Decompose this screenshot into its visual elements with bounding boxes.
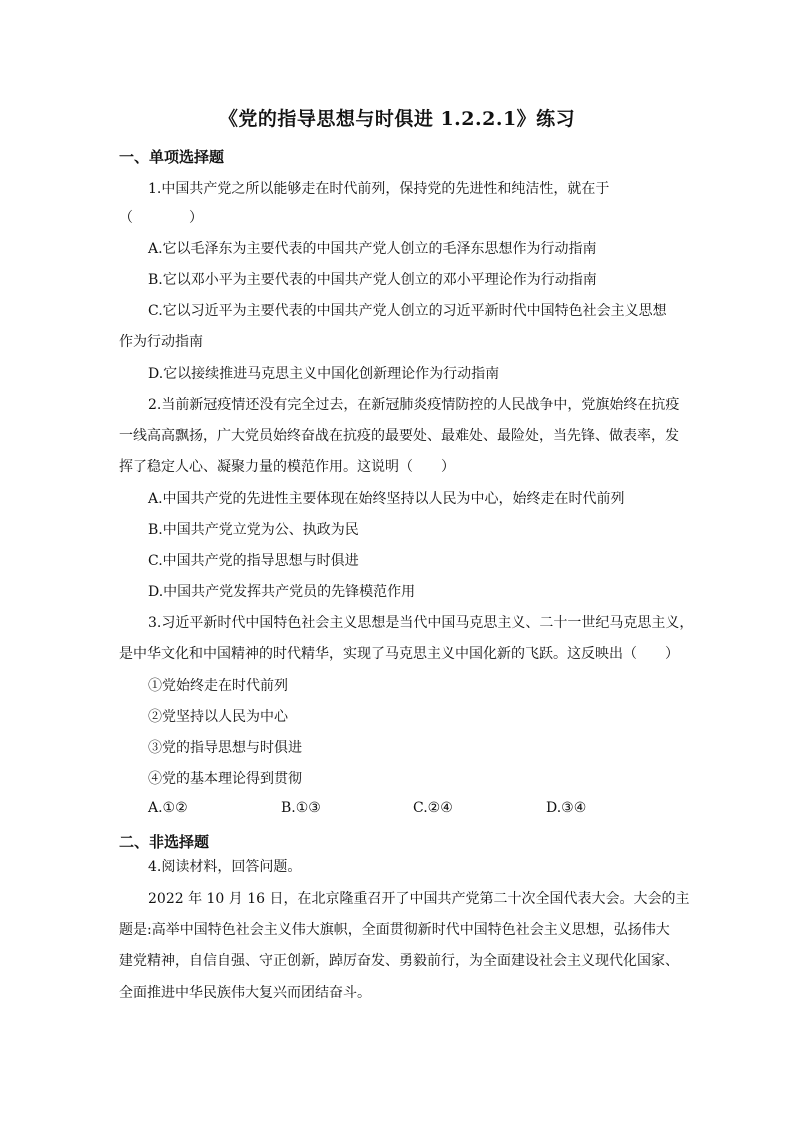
material-paragraph-line-2: 题是:高举中国特色社会主义伟大旗帜，全面贯彻新时代中国特色社会主义思想，弘扬伟大: [119, 922, 670, 938]
question-1-option-c-cont: 作为行动指南: [119, 334, 203, 350]
question-4-stem: 4.阅读材料，回答问题。: [148, 859, 302, 875]
question-2-option-c: C.中国共产党的指导思想与时俱进: [148, 553, 359, 569]
question-2-stem-line-2: 一线高高飘扬，广大党员始终奋战在抗疫的最要处、最难处、最险处，当先锋、做表率，发: [119, 428, 679, 444]
question-3-option-d: D.③④: [546, 800, 587, 816]
question-2-stem-line-3: 挥了稳定人心、凝聚力量的模范作用。这说明（ ）: [119, 459, 455, 475]
question-3-item-3: ③党的指导思想与时俱进: [148, 740, 302, 756]
question-3-stem: 3.习近平新时代中国特色社会主义思想是当代中国马克思主义、二十一世纪马克思主义，: [148, 615, 694, 631]
section-heading-single-choice: 一、单项选择题: [119, 148, 225, 166]
question-3-item-2: ②党坚持以人民为中心: [148, 709, 288, 725]
section-heading-non-choice: 二、非选择题: [119, 833, 210, 851]
question-1-option-a: A.它以毛泽东为主要代表的中国共产党人创立的毛泽东思想作为行动指南: [148, 241, 597, 257]
question-3-stem-line-2: 是中华文化和中国精神的时代精华，实现了马克思主义中国化新的飞跃。这反映出（ ）: [119, 646, 679, 662]
material-paragraph-line-4: 全面推进中华民族伟大复兴而团结奋斗。: [119, 985, 371, 1001]
question-3-item-1: ①党始终走在时代前列: [148, 678, 288, 694]
question-1-blank: （ ）: [119, 210, 203, 226]
question-1-option-c: C.它以习近平为主要代表的中国共产党人创立的习近平新时代中国特色社会主义思想: [148, 303, 667, 319]
question-2-stem: 2.当前新冠疫情还没有完全过去，在新冠肺炎疫情防控的人民战争中，党旗始终在抗疫: [148, 397, 680, 413]
question-1-option-d: D.它以接续推进马克思主义中国化创新理论作为行动指南: [148, 366, 500, 382]
question-2-option-d: D.中国共产党发挥共产党员的先锋模范作用: [148, 584, 416, 600]
question-1-option-b: B.它以邓小平为主要代表的中国共产党人创立的邓小平理论作为行动指南: [148, 272, 597, 288]
question-1-stem: 1.中国共产党之所以能够走在时代前列，保持党的先进性和纯洁性，就在于: [148, 181, 610, 197]
material-paragraph-line-3: 建党精神，自信自强、守正创新，踔厉奋发、勇毅前行，为全面建设社会主义现代化国家、: [119, 953, 679, 969]
question-2-option-a: A.中国共产党的先进性主要体现在始终坚持以人民为中心，始终走在时代前列: [148, 491, 625, 507]
question-3-option-c: C.②④: [413, 800, 453, 816]
question-3-option-a: A.①②: [148, 800, 188, 816]
question-3-option-b: B.①③: [281, 800, 321, 816]
material-paragraph-line-1: 2022 年 10 月 16 日，在北京隆重召开了中国共产党第二十次全国代表大会。大会的主: [148, 891, 690, 907]
question-2-option-b: B.中国共产党立党为公、执政为民: [148, 522, 359, 538]
question-3-item-4: ④党的基本理论得到贯彻: [148, 771, 302, 787]
document-title: 《党的指导思想与时俱进 1.2.2.1》练习: [218, 108, 576, 130]
